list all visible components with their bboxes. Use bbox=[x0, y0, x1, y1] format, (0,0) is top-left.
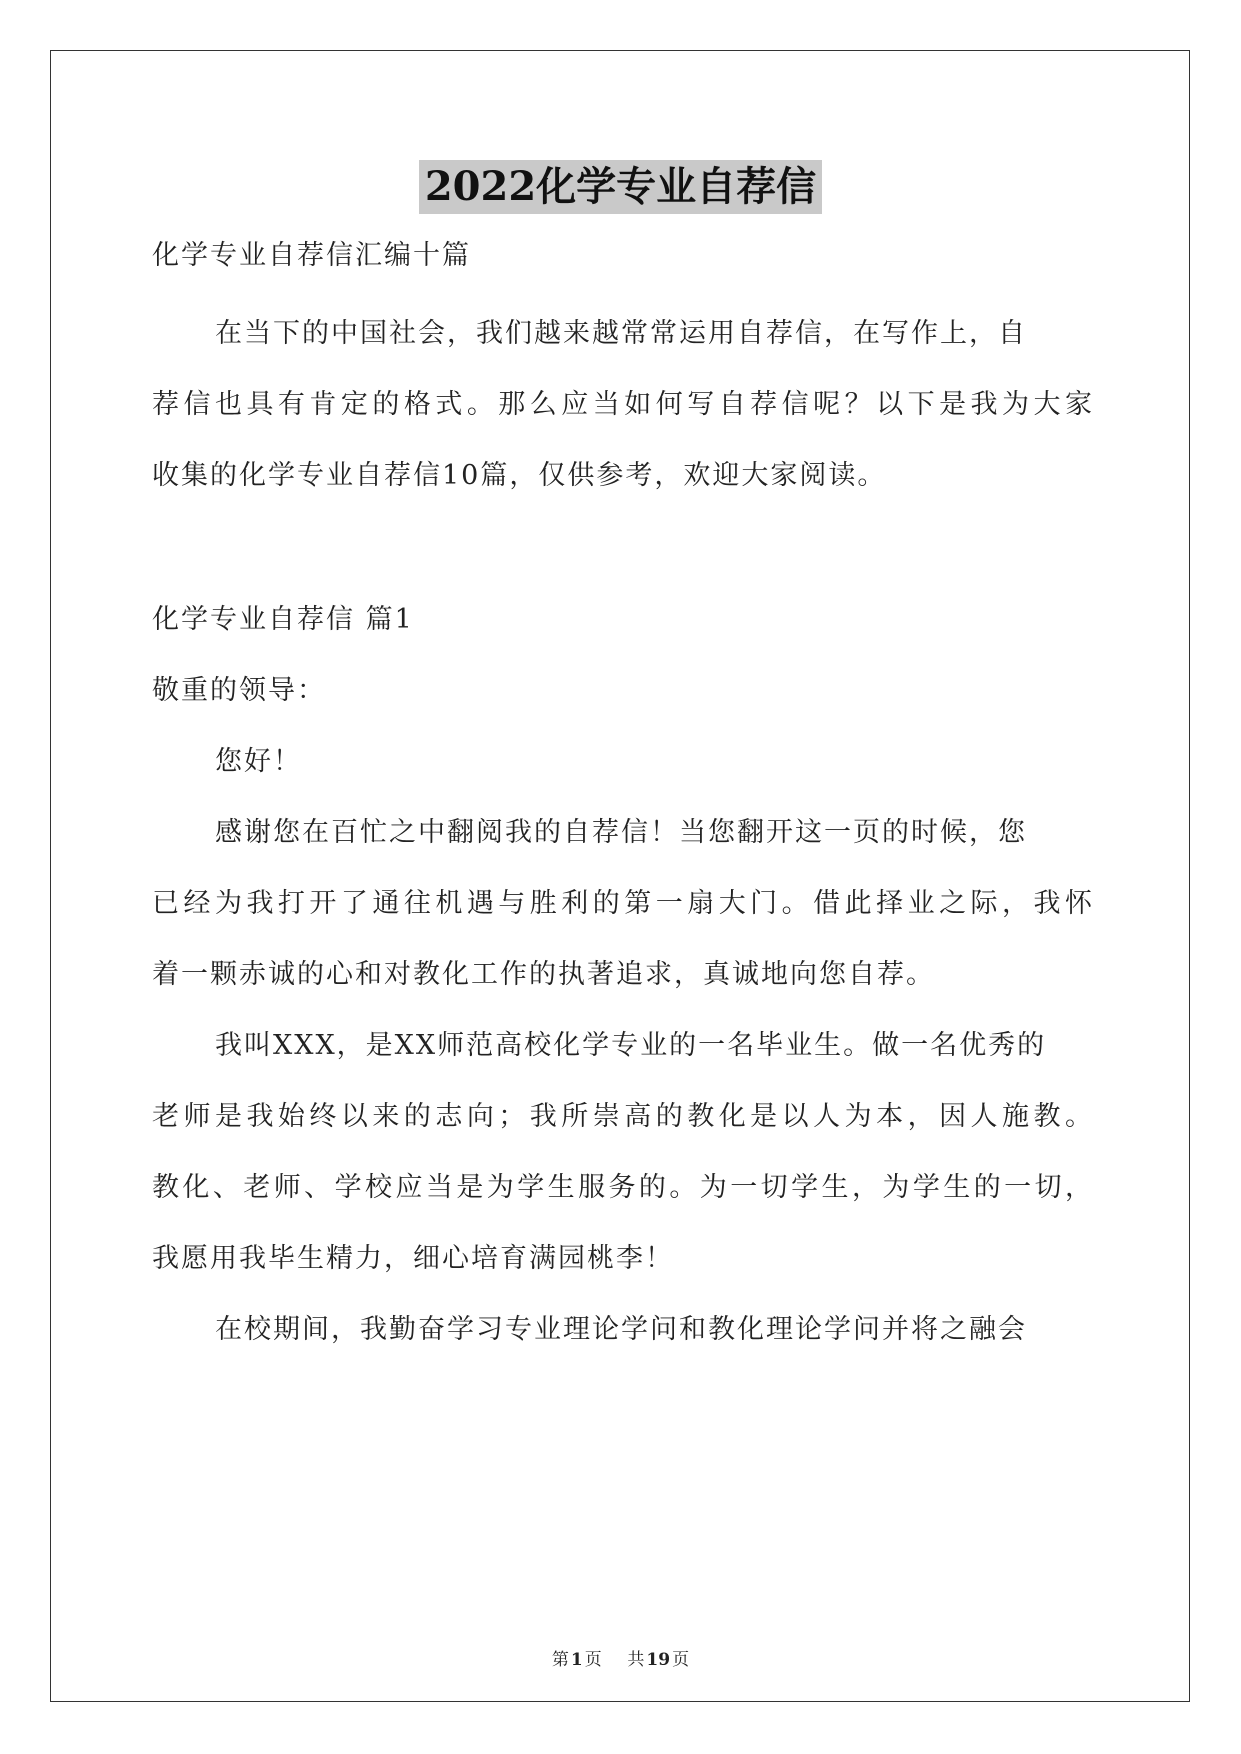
intro-line: 荐信也具有肯定的格式。那么应当如何写自荐信呢？以下是我为大家 bbox=[152, 389, 1092, 420]
total-pages: 19 bbox=[646, 1650, 671, 1670]
salutation: 敬重的领导： bbox=[152, 675, 326, 706]
page-border bbox=[50, 50, 1190, 1702]
paragraph-line: 在校期间，我勤奋学习专业理论学问和教化理论学问并将之融会 bbox=[215, 1314, 1027, 1345]
intro-line: 在当下的中国社会，我们越来越常常运用自荐信，在写作上，自 bbox=[215, 318, 1027, 349]
paragraph-line: 我叫XXX，是XX师范高校化学专业的一名毕业生。做一名优秀的 bbox=[215, 1030, 1047, 1061]
page-number: 1 bbox=[570, 1650, 583, 1670]
page-suffix: 页 bbox=[584, 1650, 602, 1670]
paragraph-line: 教化、老师、学校应当是为学生服务的。为一切学生，为学生的一切， bbox=[152, 1172, 1092, 1203]
total-label: 共 bbox=[627, 1650, 645, 1670]
title-container bbox=[0, 160, 1241, 214]
page-footer bbox=[0, 1645, 1241, 1670]
intro-line: 收集的化学专业自荐信10篇，仅供参考，欢迎大家阅读。 bbox=[152, 460, 887, 491]
section-heading: 化学专业自荐信 篇1 bbox=[152, 604, 414, 635]
total-suffix: 页 bbox=[672, 1650, 690, 1670]
subtitle: 化学专业自荐信汇编十篇 bbox=[152, 240, 471, 271]
page-label: 第 bbox=[551, 1650, 569, 1670]
paragraph-line: 已经为我打开了通往机遇与胜利的第一扇大门。借此择业之际，我怀 bbox=[152, 888, 1092, 919]
paragraph-line: 我愿用我毕生精力，细心培育满园桃李！ bbox=[152, 1243, 674, 1274]
paragraph-line: 感谢您在百忙之中翻阅我的自荐信！当您翻开这一页的时候，您 bbox=[215, 817, 1027, 848]
greeting: 您好！ bbox=[215, 746, 302, 777]
document-title: 2022化学专业自荐信 bbox=[419, 160, 822, 214]
paragraph-line: 着一颗赤诚的心和对教化工作的执著追求，真诚地向您自荐。 bbox=[152, 959, 935, 990]
paragraph-line: 老师是我始终以来的志向；我所崇高的教化是以人为本，因人施教。 bbox=[152, 1101, 1092, 1132]
